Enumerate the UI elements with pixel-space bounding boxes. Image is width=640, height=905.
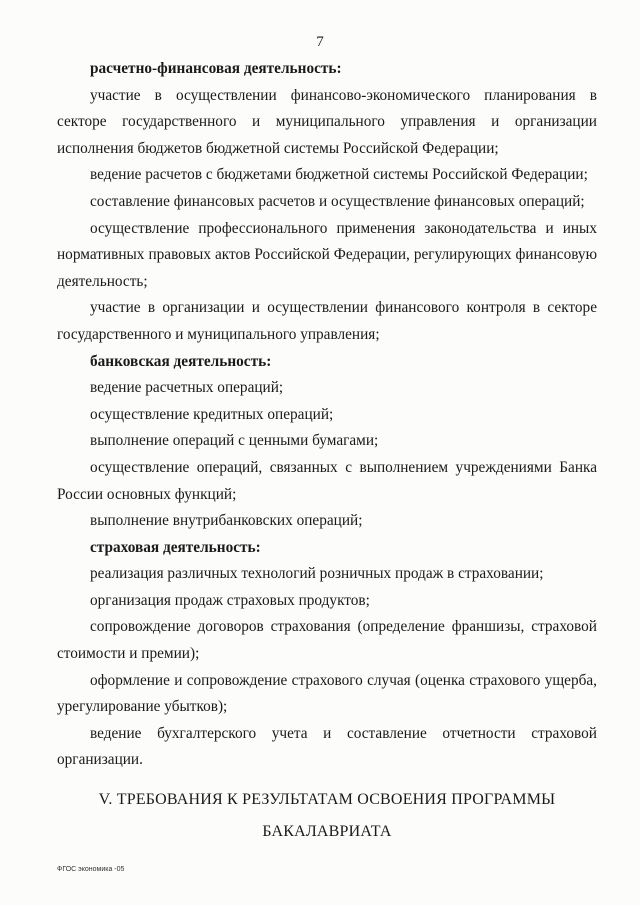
section-heading: страховая деятельность: <box>90 538 261 556</box>
section-title-line: БАКАЛАВРИАТА <box>262 823 392 840</box>
list-item: участие в осуществлении финансово-экономического планирования в секторе государственного и муниципального управления и организации исполнения бюджетов бюджетной системы Российской Федерации; <box>57 86 597 157</box>
list-item: составление финансовых расчетов и осуществление финансовых операций; <box>90 192 585 210</box>
footer-label: ФГОС экономика -05 <box>57 866 125 873</box>
list-item: оформление и сопровождение страхового случая (оценка страхового ущерба, урегулирование убытков); <box>57 671 597 716</box>
list-item: участие в организации и осуществлении финансового контроля в секторе государственного и муниципального управления; <box>57 299 597 343</box>
section-title-line: V. ТРЕБОВАНИЯ К РЕЗУЛЬТАТАМ ОСВОЕНИЯ ПРОГРАММЫ <box>98 791 556 808</box>
list-item: выполнение операций с ценными бумагами; <box>90 432 379 450</box>
section-heading: расчетно-финансовая деятельность: <box>90 60 342 77</box>
list-item: ведение расчетных операций; <box>90 379 284 397</box>
section-heading: банковская деятельность: <box>90 352 272 370</box>
list-item: ведение расчетов с бюджетами бюджетной системы Российской Федерации; <box>90 166 588 184</box>
page-number: 7 <box>316 34 324 50</box>
list-item: осуществление кредитных операций; <box>90 405 334 423</box>
document-body <box>57 56 597 774</box>
list-item: осуществление операций, связанных с выполнением учреждениями Банка России основных функций; <box>57 458 597 503</box>
list-item: выполнение внутрибанковских операций; <box>90 512 363 530</box>
list-item: реализация различных технологий розничных продаж в страховании; <box>90 565 544 583</box>
list-item: сопровождение договоров страхования (определение франшизы, страховой стоимости и премии); <box>57 618 597 663</box>
list-item: осуществление профессионального применения законодательства и иных нормативных правовых актов Российской Федерации, регулирующих финансовую деятельность; <box>57 219 597 290</box>
list-item: ведение бухгалтерского учета и составление отчетности страховой организации. <box>57 724 597 769</box>
section-title <box>57 784 597 848</box>
list-item: организация продаж страховых продуктов; <box>90 591 370 609</box>
